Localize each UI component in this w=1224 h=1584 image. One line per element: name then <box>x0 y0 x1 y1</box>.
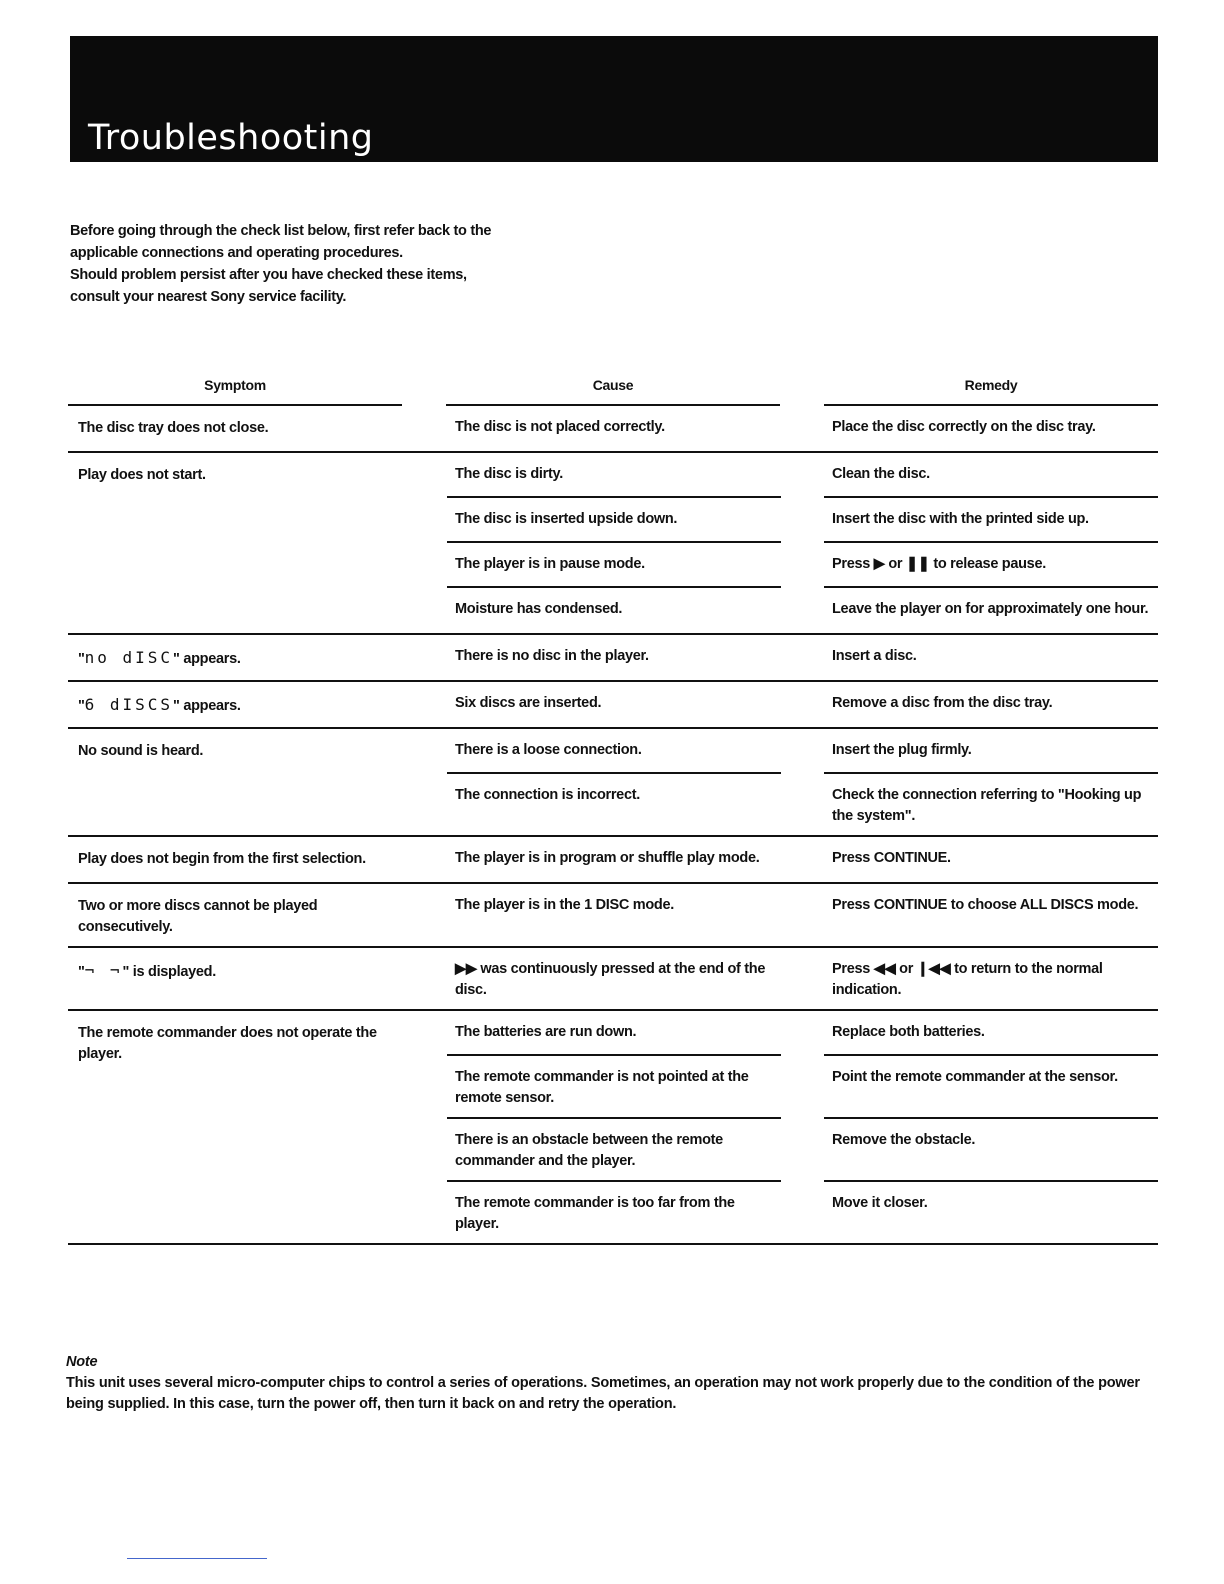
lcd-display-text: 6 dISCS <box>84 695 174 714</box>
remedy-cell: Check the connection referring to "Hooking up the system". <box>832 787 1142 824</box>
remedy-cell: Place the disc correctly on the disc tray. <box>832 419 1096 435</box>
table-row-group <box>68 406 1158 453</box>
table-row-group <box>68 635 1158 682</box>
remedy-cell: Remove a disc from the disc tray. <box>832 695 1053 711</box>
page-title: Troubleshooting <box>88 118 374 158</box>
table-row-group <box>68 1011 1158 1245</box>
cause-cell: Moisture has condensed. <box>455 601 623 617</box>
symptom-cell <box>68 729 402 835</box>
symptom-text: is displayed. <box>129 964 216 980</box>
table-row <box>447 588 1158 633</box>
symptom-cell <box>68 884 402 946</box>
intro-line: Should problem persist after you have checked these items, <box>70 267 467 283</box>
table-row <box>447 406 1158 451</box>
remedy-cell: Clean the disc. <box>824 453 1158 498</box>
symptom-text: appears. <box>179 698 241 714</box>
remedy-cell: Replace both batteries. <box>824 1011 1158 1056</box>
table-row <box>447 1182 1158 1243</box>
remedy-cell: Move it closer. <box>832 1195 928 1211</box>
note-title: Note <box>66 1354 98 1370</box>
cause-cell: The disc is dirty. <box>447 453 781 498</box>
cause-cell: The disc is not placed correctly. <box>455 419 665 435</box>
table-row <box>447 837 1158 882</box>
remedy-cell: Point the remote commander at the sensor. <box>824 1056 1158 1119</box>
cause-cell: The connection is incorrect. <box>455 787 640 803</box>
table-row <box>447 682 1158 727</box>
remedy-cell: Press ▶ or ❚❚ to release pause. <box>824 543 1158 588</box>
cause-cell: The remote commander is too far from the player. <box>455 1195 735 1232</box>
table-row-group <box>68 948 1158 1011</box>
header-cause: Cause <box>446 375 780 406</box>
table-row-group <box>68 453 1158 635</box>
intro-line: Before going through the check list below, first refer back to the <box>70 223 492 239</box>
cause-cell: There is no disc in the player. <box>455 648 649 664</box>
cause-cell: There is an obstacle between the remote commander and the player. <box>447 1119 781 1182</box>
symptom-cell <box>68 406 402 451</box>
cause-cell: There is a loose connection. <box>447 729 781 774</box>
header-symptom: Symptom <box>68 375 402 406</box>
symptom-cell: "6 dISCS" appears. <box>78 695 241 714</box>
cause-cell: ▶▶ was continuously pressed at the end of the disc. <box>455 961 766 998</box>
remedy-cell: Press CONTINUE to choose ALL DISCS mode. <box>832 897 1139 913</box>
footer-rule <box>127 1558 267 1559</box>
symptom-cell <box>68 837 402 882</box>
note-text: This unit uses several micro-computer chips to control a series of operations. Sometimes, an operation may not work properly due to the condition of the power being supplied. In this case, turn the power off, then turn it back on and retry the operation. <box>66 1375 1140 1412</box>
remedy-cell: Insert the disc with the printed side up. <box>824 498 1158 543</box>
note-section <box>66 1352 1156 1415</box>
symptom-cell <box>68 453 402 633</box>
remedy-cell: Leave the player on for approximately one hour. <box>832 601 1149 617</box>
symptom-text: Play does not begin from the first selection. <box>78 851 366 867</box>
symptom-cell <box>68 1011 402 1243</box>
table-row <box>447 774 1158 835</box>
table-row <box>447 498 1158 543</box>
table-row-group <box>68 884 1158 948</box>
table-row <box>447 948 1158 1009</box>
symptom-text: appears. <box>179 651 241 667</box>
intro-text <box>70 220 491 308</box>
remedy-cell: Press CONTINUE. <box>832 850 951 866</box>
cause-cell: The player is in the 1 DISC mode. <box>455 897 674 913</box>
table-header <box>68 375 1158 406</box>
symptom-text: The remote commander does not operate the player. <box>78 1025 377 1062</box>
symptom-text: No sound is heard. <box>78 743 204 759</box>
remedy-cell: Remove the obstacle. <box>824 1119 1158 1182</box>
symptom-text: Play does not start. <box>78 467 206 483</box>
symptom-cell: "no dISC" appears. <box>78 648 241 667</box>
table-row <box>447 1056 1158 1119</box>
table-body <box>68 406 1158 1245</box>
cause-cell: The player is in program or shuffle play mode. <box>455 850 760 866</box>
symptom-text: Two or more discs cannot be played consecutively. <box>78 898 318 935</box>
symptom-text: The disc tray does not close. <box>78 420 269 436</box>
remedy-cell: Press ◀◀ or ❙◀◀ to return to the normal indication. <box>832 961 1103 998</box>
table-row-group <box>68 682 1158 729</box>
cause-cell: The remote commander is not pointed at the remote sensor. <box>447 1056 781 1119</box>
table-row <box>447 884 1158 929</box>
table-row <box>447 1119 1158 1182</box>
table-row-group <box>68 729 1158 837</box>
cause-cell: The batteries are run down. <box>447 1011 781 1056</box>
table-row <box>447 635 1158 680</box>
lcd-display-text: ¬ ¬ <box>84 961 123 980</box>
table-row <box>447 1011 1158 1056</box>
table-row <box>447 543 1158 588</box>
title-banner <box>70 36 1158 162</box>
cause-cell: The player is in pause mode. <box>447 543 781 588</box>
cause-cell: Six discs are inserted. <box>455 695 602 711</box>
table-row <box>447 729 1158 774</box>
table-row-group <box>68 837 1158 884</box>
lcd-display-text: no dISC <box>84 648 174 667</box>
intro-line: consult your nearest Sony service facility. <box>70 289 347 305</box>
table-row <box>447 453 1158 498</box>
remedy-cell: Insert a disc. <box>832 648 917 664</box>
remedy-cell: Insert the plug firmly. <box>824 729 1158 774</box>
header-remedy: Remedy <box>824 375 1158 406</box>
cause-cell: The disc is inserted upside down. <box>447 498 781 543</box>
troubleshooting-table <box>68 375 1158 1245</box>
intro-line: applicable connections and operating procedures. <box>70 245 403 261</box>
symptom-cell: "¬ ¬" is displayed. <box>78 961 216 980</box>
